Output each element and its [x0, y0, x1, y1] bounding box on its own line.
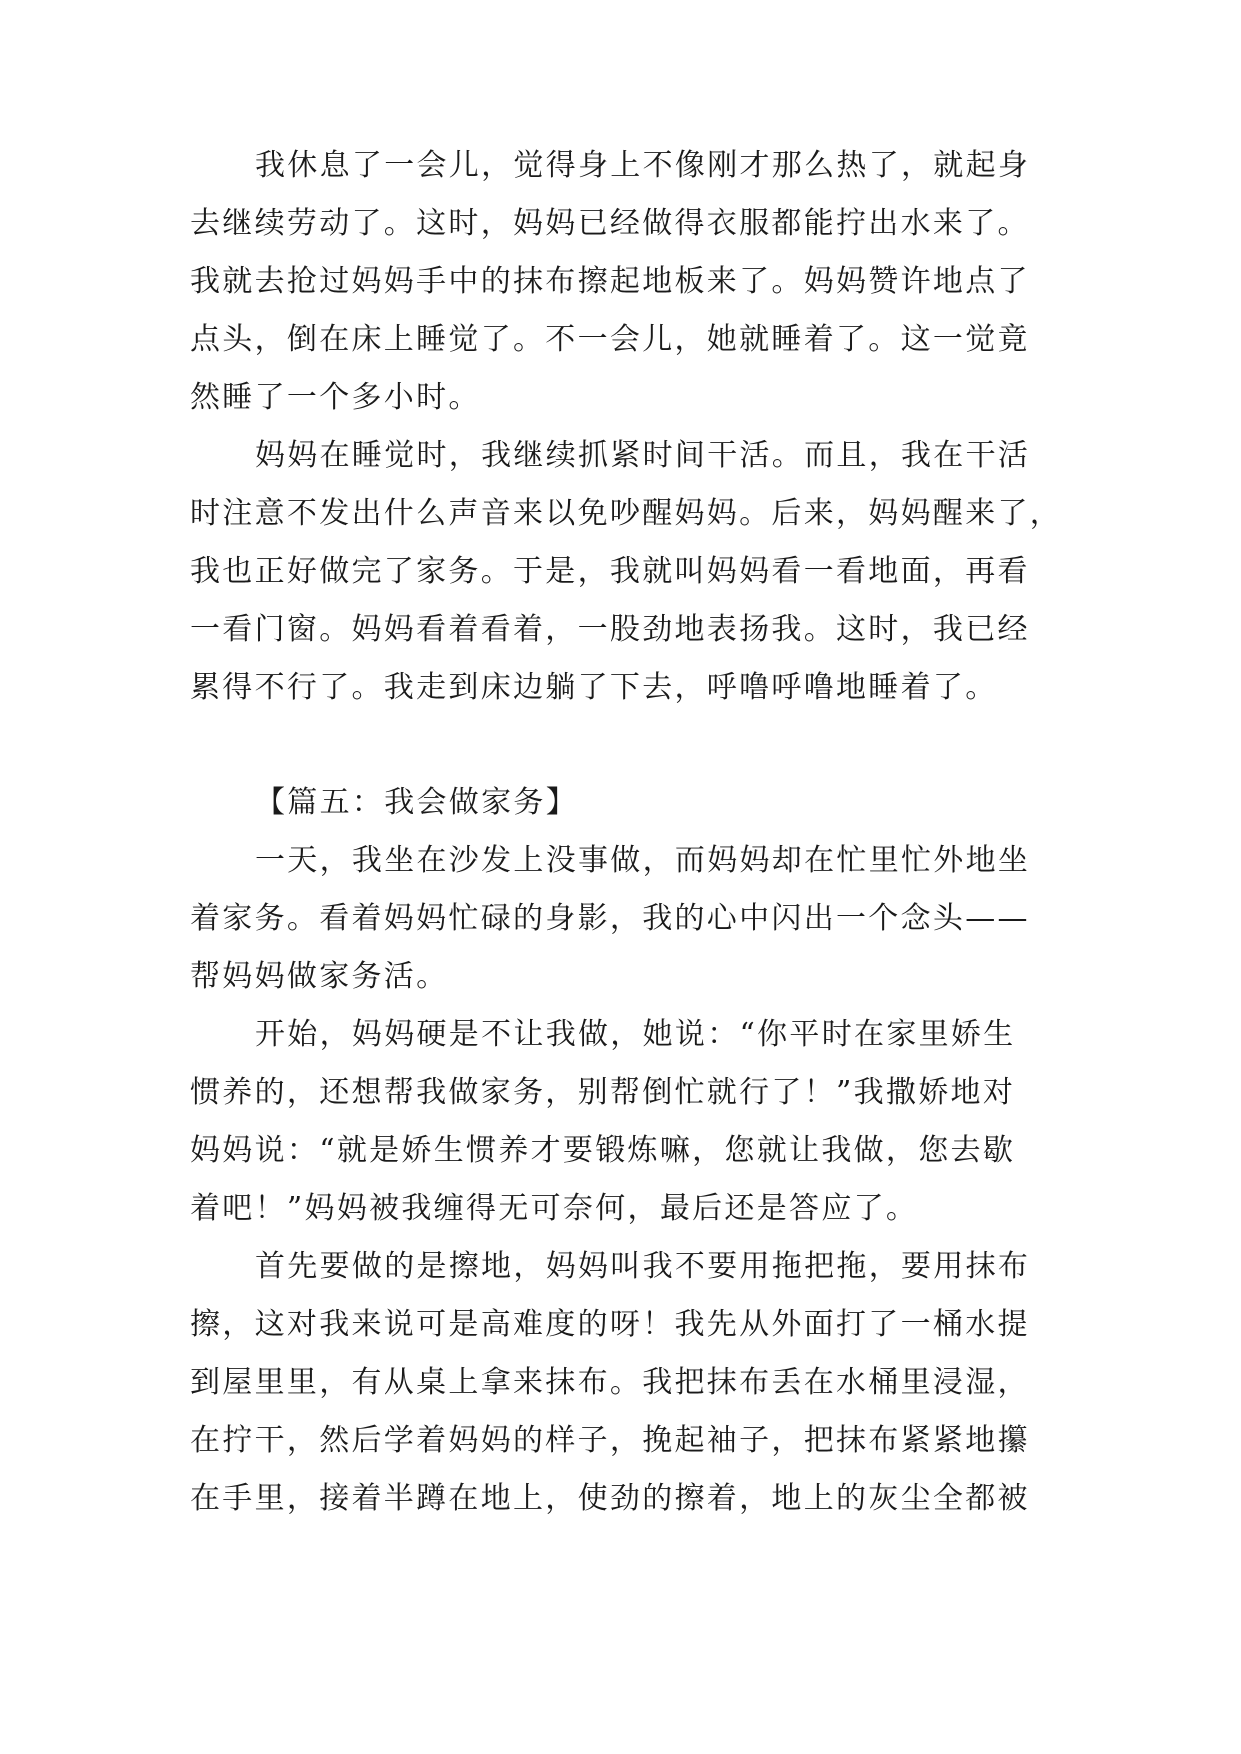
- paragraph-2-line-5: 累得不行了。我走到床边躺了下去，呼噜呼噜地睡着了。: [190, 670, 998, 705]
- section-heading: 【篇五：我会做家务】: [255, 785, 578, 820]
- paragraph-4-line-2: 惯养的，还想帮我做家务，别帮倒忙就行了！”我撒娇地对: [190, 1075, 1016, 1110]
- paragraph-1-line-5: 然睡了一个多小时。: [190, 380, 481, 415]
- paragraph-1-line-1: 我休息了一会儿，觉得身上不像刚才那么热了，就起身: [255, 148, 1031, 183]
- paragraph-2-line-2: 时注意不发出什么声音来以免吵醒妈妈。后来，妈妈醒来了，: [190, 496, 1063, 531]
- paragraph-2-line-3: 我也正好做完了家务。于是，我就叫妈妈看一看地面，再看: [190, 554, 1030, 589]
- paragraph-5-line-2: 擦，这对我来说可是高难度的呀！我先从外面打了一桶水提: [190, 1307, 1030, 1342]
- paragraph-4-line-4: 着吧！”妈妈被我缠得无可奈何，最后还是答应了。: [190, 1191, 919, 1226]
- paragraph-4-line-1: 开始，妈妈硬是不让我做，她说：“你平时在家里娇生: [255, 1017, 1016, 1052]
- paragraph-5-line-3: 到屋里里，有从桌上拿来抹布。我把抹布丢在水桶里浸湿，: [190, 1365, 1030, 1400]
- paragraph-3-line-2: 着家务。看着妈妈忙碌的身影，我的心中闪出一个念头——: [190, 901, 1030, 936]
- paragraph-4-line-3: 妈妈说：“就是娇生惯养才要锻炼嘛，您就让我做，您去歇: [190, 1133, 1016, 1168]
- paragraph-3-line-3: 帮妈妈做家务活。: [190, 959, 449, 994]
- paragraph-3-line-1: 一天，我坐在沙发上没事做，而妈妈却在忙里忙外地坐: [255, 843, 1031, 878]
- paragraph-5-line-4: 在拧干，然后学着妈妈的样子，挽起袖子，把抹布紧紧地攥: [190, 1423, 1030, 1458]
- paragraph-2-line-1: 妈妈在睡觉时，我继续抓紧时间干活。而且，我在干活: [255, 438, 1031, 473]
- paragraph-5-line-1: 首先要做的是擦地，妈妈叫我不要用拖把拖，要用抹布: [255, 1249, 1031, 1284]
- paragraph-1-line-3: 我就去抢过妈妈手中的抹布擦起地板来了。妈妈赞许地点了: [190, 264, 1030, 299]
- paragraph-5-line-5: 在手里，接着半蹲在地上，使劲的擦着，地上的灰尘全都被: [190, 1481, 1030, 1516]
- paragraph-1-line-4: 点头，倒在床上睡觉了。不一会儿，她就睡着了。这一觉竟: [190, 322, 1030, 357]
- paragraph-2-line-4: 一看门窗。妈妈看着看着，一股劲地表扬我。这时，我已经: [190, 612, 1030, 647]
- paragraph-1-line-2: 去继续劳动了。这时，妈妈已经做得衣服都能拧出水来了。: [190, 206, 1030, 241]
